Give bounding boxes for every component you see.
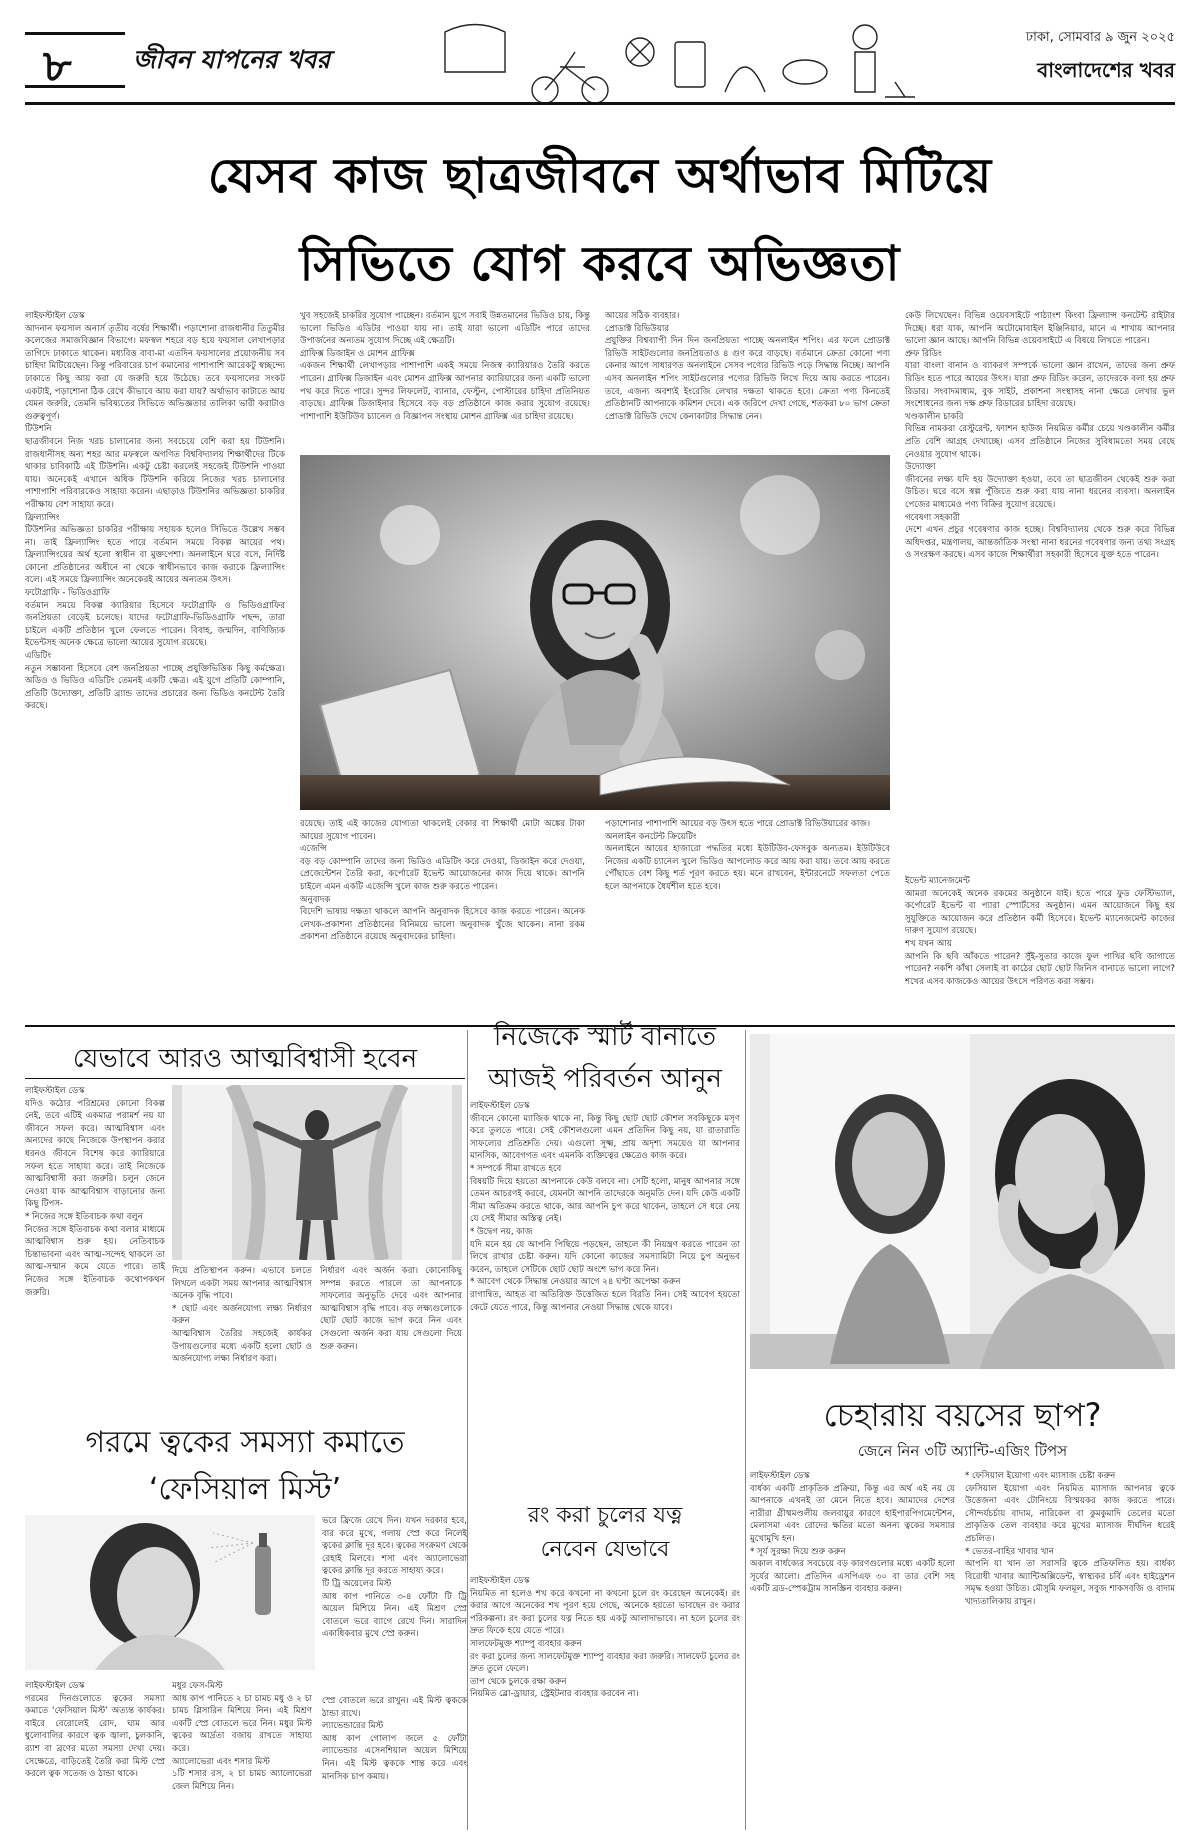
aging-body-right: * ফেসিয়াল ইয়োগা এবং ম্যাসাজ চেষ্টা করুন ফেসিয়াল ইয়োগা এবং নিয়মিত ম্যাসাজ আপনার ত্বকে উত্তেজনা এবং টোনিংয়ে বিস্ময়কর কাজ করতে পারে। সৌন্দর্যচর্চায় বাদাম, নারিকেল বা কুমকুমাদি তেলের মতো প্রাকৃতিক তেল ব্যবহার করে মুখের ম্যাসাজ দীর্ঘদিন ধরেই প্রচলিত। * ভেতর-বাহির খাবার খান আপনি যা খান তা সরাসরি ত্বকে প্রতিফলিত হয়। বার্ধক্য বিরোধী খাবার অ্যান্টিঅক্সিডেন্ট, স্বাস্থ্যকর চর্বি এবং হাইড্রেশন সমৃদ্ধ হওয়া উচিত। মৌসুমি ফলমূল, সবুজ শাকসবজি ও বাদাম খাদ্যতালিকায় রাখুন। (965, 1471, 1175, 1607)
masthead-rule (25, 102, 1175, 105)
paper-name: বাংলাদেশের খবর (1037, 58, 1175, 82)
main-article-col-3-bottom: পড়াশোনার পাশাপাশি আয়ের বড় উৎস হতে পারে প্রোডাক্ট রিভিউয়ারের কাজ। অনলাইন কনটেন্ট ক্রিয়েটিং অনলাইনে আয়ের হাজারো পদ্ধতির মধ্যে ইউটিউব-ফেসবুক অন্যতম। ইউটিউবে নিজের একটি চ্যানেল খুলে ভিডিও আপলোড করে আয় করা যায়। তবে আয় করতে পৌঁছাতে বেশ কিছু শর্ত পূরণ করতে হয়। মনে রাখবেন, ইন্টারনেটে সফলতা পেতে হলে আপনাকে ধৈর্যশীল হতে হবে। (605, 819, 890, 892)
page-number: ৮ (43, 41, 72, 92)
main-article-col-4: কেউ লিখেছেন। বিভিন্ন ওয়েবসাইটে পাঠ্যাংশ কিংবা ফ্রিল্যান্স কনটেন্ট রাইটার দিচ্ছে। ধরা যাক, আপনি অটোমোবাইল ইঞ্জিনিয়ার, মানে এ শাখায় আপনার ভালো জ্ঞান আছে। আপনি বিভিন্ন ওয়েবসাইটে এ বিষয়ে লিখতে পারেন। প্রুফ রিডিং যারা বাংলা বানান ও ব্যাকরণ সম্পর্কে ভালো জ্ঞান রাখেন, তাদের জন্য প্রুফ রিডিং হতে পারে আয়ের উৎস। যারা প্রুফ রিডিং করেন, তাদেরকে বলা হয় প্রুফ রিডার। সংবাদমাধ্যম, বুক সাইট, প্রকাশনা সংস্থাসহ নানা ক্ষেত্রে লেখার ভুল সংশোধনের জন্য দক্ষ প্রুফ রিডারের চাহিদা রয়েছে। খণ্ডকালীন চাকরি বিভিন্ন নামকরা রেস্টুরেন্ট, ফ্যাশন হাউজ নিয়মিত কর্মীর চেয়ে খণ্ডকালীন কর্মীর প্রতি বেশি আগ্রহ দেখাচ্ছে। এসব প্রতিষ্ঠানে নিজের সুবিধামতো সময় বেছে নেওয়ার সুযোগ থাকে। উদ্যোক্তা জীবনের লক্ষ্য যদি হয় উদ্যোক্তা হওয়া, তবে তা ছাত্রজীবন থেকেই শুরু করা উচিত। ঘরে বসে স্বল্প পুঁজিতে শুরু করা যায় নানা ধরনের ব্যবসা। অনলাইন পেজের মাধ্যমেও পণ্য বিক্রির সুযোগ রয়েছে। গবেষণা সহকারী দেশে এখন প্রচুর গবেষণার কাজ হচ্ছে। বিশ্ববিদ্যালয় থেকে শুরু করে বিভিন্ন অধিদপ্তর, মন্ত্রণালয়, আন্তর্জাতিক সংস্থা নানা ধরনের গবেষণার জন্য তথ্য সংগ্রহ ও সংরক্ষণ করছে। এসব কাজে শিক্ষার্থীরা সহকারী হিসেবে যুক্ত হতে পারেন। (905, 311, 1175, 561)
main-article-col-4-bottom: ইভেন্ট ম্যানেজমেন্ট আমরা অনেকেই অনেক রকমের অনুষ্ঠানে যাই। হতে পারে ফুড ফেস্টিভ্যাল, কর্পোরেট ইভেন্ট বা প্যারা স্পোর্টসের অনুষ্ঠান। এমন আয়োজনে কিছু হয় সুযুক্তিতে আয়োজন করে প্রতিষ্ঠান কর্মী হিসেবে। ইভেন্ট ম্যানেজমেন্ট কাজের দারুণ সুযোগ রয়েছে। শখ যখন আয় আপনি কি ছবি আঁকতে পারেন? সুঁই-সুতার কাজে ফুল পাখির ছবি জাগাতে পারেন? নকশি কাঁথা সেলাই বা কাঠের ছোট ছোট জিনিস বানাতে ভালো লাগে? শখের এসব কাজকেও আয়ের উৎসে পরিণত করা সম্ভব। (905, 876, 1175, 987)
skin-body-a: ভরে ফ্রিজে রেখে দিন। যখন দরকার হবে, বার করে মুখে, গলায় স্প্রে করে নিলেই ত্বকের ক্লান্তি দূর হবে। ত্বকের সংক্রমণ থেকে রেহাই মিলবে। শসা এবং অ্যালোভেরা ত্বকের ক্লান্তি দূর করতে সাহায্য করে। টি ট্রি অয়েলের মিস্ট আধ কাপ পানিতে ৩-৪ ফোঁটা টি ট্রি অয়েল মিশিয়ে নিন। এই মিশ্রণ স্প্রে বোতলে ভরে ব্যাগে রেখে দিন। সারাদিন একাধিকবার মুখে স্প্রে করুন। (322, 1516, 467, 1640)
facial-mist-photo (25, 1515, 315, 1670)
issue-date: ঢাকা, সোমবার ৯ জুন ২০২৫ (1025, 30, 1175, 45)
section-title: জীবন যাপনের খবর (133, 45, 331, 74)
aging-title: চেহারায় বয়সের ছাপ? (823, 1396, 1102, 1434)
hair-body: লাইফস্টাইল ডেস্ক নিয়মিত না হলেও শখ করে কখনো না কখনো চুলে রং করেছেন অনেকেই। রং করার আগে অনেকের শখ পূরণ হয়ে গেছে, অনেকে হয়তো ভাবছেন রং করার পরিকল্পনা। রং করা চুলের যত্ন নিতে হয় একটু আলাদাভাবে। না হলে চুলের রং দ্রুত ফিকে হয়ে যেতে পারে। সালফেটমুক্ত শ্যাম্পু ব্যবহার করুন রং করা চুলের জন্য সালফেটমুক্ত শ্যাম্পু ব্যবহার করা জরুরি। সালফেট চুলের রং দ্রুত তুলে ফেলে। তাপ থেকে চুলকে রক্ষা করুন নিয়মিত ব্লো-ড্রায়ার, স্ট্রেইটনার ব্যবহার করবেন না। (470, 1576, 740, 1700)
hair-title-line-1: রং করা চুলের যত্ন (527, 1503, 683, 1528)
confidence-title: যেভাবে আরও আত্মবিশ্বাসী হবেন (72, 1044, 418, 1074)
skin-title-line-1: গরমে ত্বকের সমস্যা কমাতে (85, 1425, 405, 1460)
confidence-body-right: নির্ধারণ এবং অর্জন করা। কোনোকিছু সম্পন্ন করতে পারলে তা আপনাকে সাফল্যের অনুভূতি দেবে এবং আপনার আত্মবিশ্বাস বৃদ্ধি পাবে। বড় লক্ষ্যগুলোকে ছোট ছোট কাজে ভাগ করে নিন এবং সেগুলো অর্জন করা যায় সেগুলো দিয়ে শুরু করুন। (320, 1266, 462, 1352)
column-rule (467, 1030, 468, 1830)
smart-title-line-2: আজই পরিবর্তন আনুন (488, 1064, 722, 1094)
main-article-col-1: লাইফস্টাইল ডেস্ক আদনান ফয়সাল অনার্স তৃতীয় বর্ষের শিক্ষার্থী। পড়াশোনা রাজধানীর তিতুমীর কলেজের সমাজবিজ্ঞান বিভাগে। মফস্বল শহরে বড় হয়ে ফয়সাল লেখাপড়ার তাগিদে ঢাকাতে থাকেন। মধ্যবিত্ত বাবা-মা এতদিন ফয়সালের প্রয়োজনীয় সব চাহিদা মিটিয়েছেন। কিন্তু পরিবারের চাপ কমানোর পাশাপাশি আরেকটু স্বচ্ছন্দ্যে ঢাকাতে কিছু আয় করা যে জরুরি হয়ে উঠেছে। তবে ফয়সালের সংকট একটাই, পড়াশোনা ঠিক রেখে কীভাবে আয় করা যায়? অর্থাভাব কাটাতে আয় যেমন জরুরি, তেমনি ভবিষ্যতের সিভিতে অভিজ্ঞতার তালিকা ভারী করাটাও গুরুত্বপূর্ণ। টিউশনি ছাত্রজীবনে নিজ খরচ চালানোর জন্য সবচেয়ে বেশি করা হয় টিউশনি। রাজধানীসহ অন্য শহর আর মফস্বলে অগণিত বিশ্ববিদ্যালয় শিক্ষার্থীদের টিকে থাকার চাবিকাঠি এই টিউশনি। একটু চেষ্টা করলেই সহজেই টিউশনি পাওয়া যায়। অনেকেই এখানে অধিক টিউশনি করিয়ে নিজের খরচ চালানোর পাশাপাশি পরিবারকেও সাহায্য করেন। এছাড়াও টিউশনির অভিজ্ঞতা চাকরির পরীক্ষায় বেশ সাহায্য করে। ফ্রিল্যান্সিং টিউশনির অভিজ্ঞতা চাকরির পরীক্ষায় সহায়ক হলেও সিভিতে উল্লেখ সম্ভব না। তাই ফ্রিল্যান্সিং হতে পারে বর্তমান সময়ে বিকল্প আয়ের পথ। ফ্রিল্যান্সিংয়ের অর্থ হলো স্বাধীন বা মুক্তপেশা। অনলাইনে ঘরে বসে, নির্দিষ্ট কোনো প্রতিষ্ঠানের অধীনে না থেকে স্বাধীনভাবে কাজ করাকে ফ্রিল্যান্সিং বলে। এই সময়ে ফ্রিল্যান্সিং অনেকেরই আয়ের অন্যতম উৎস। ফটোগ্রাফি - ভিডিওগ্রাফি বর্তমান সময়ে বিকল্প ক্যারিয়ার হিসেবে ফটোগ্রাফি ও ভিডিওগ্রাফির জনপ্রিয়তা বেড়েই চলেছে। যাদের ফটোগ্রাফি-ভিডিওগ্রাফি পছন্দ, তারা চাইলে একটি প্রতিষ্ঠান খুলে ফেলতে পারেন। বিবাহ, জন্মদিন, বাণিজ্যিক ইভেন্টসহ অনেক ক্ষেত্রে ভালো আয়ের সুযোগ রয়েছে। এডিটিং নতুন সম্ভাবনা হিসেবে বেশ জনপ্রিয়তা পাচ্ছে প্রযুক্তিভিত্তিক কিছু কর্মক্ষেত্র। অডিও ও ভিডিও এডিটিং তেমনই একটি ক্ষেত্র। এই যুগে প্রতিটি কোম্পানি, প্রতিটি উদ্যোক্তা, প্রতিটি ব্র্যান্ড তাদের প্রচারের জন্য ভিডিও কনটেন্ট তৈরি করছে। (25, 311, 285, 712)
smart-title-line-1: নিজেকে স্মার্ট বানাতে (493, 1022, 717, 1052)
skin-body-b-mid: মধুর ফেস-মিস্ট আধ কাপ পানিতে ২ চা চামচ মধু ও ২ চা চামচ গ্লিসারিন মিশিয়ে নিন। এই মিশ্রণ একটি স্প্রে বোতলে ভরে নিন। মধুর মিস্ট ত্বকের আর্দ্রতা বজায় রাখতে সাহায্য করে। অ্যালোভেরা এবং শসার মিস্ট ১টি শসার রস, ২ চা চামচ অ্যালোভেরা জেল মিশিয়ে নিন। (172, 1681, 312, 1792)
main-article-col-3: আয়ের সঠিক ব্যবহার। প্রোডাক্ট রিভিউয়ার প্রযুক্তির বিশ্বব্যাপী দিন দিন জনপ্রিয়তা পাচ্ছে অনলাইন শপিং। এর ফলে প্রোডাক্ট রিভিউ সাইটগুলোর জনপ্রিয়তাও ৪ গুণ করে বাড়ছে। বর্তমানে ক্রেতা কোনো পণ্য কেনার আগে সাধারণত অনলাইনে সেসব পণ্যের রিভিউ পড়ে সিদ্ধান্ত নিচ্ছে। আপনি এসব অনলাইন শপিং সাইটগুলোর পণ্যের রিভিউ লিখে দিয়ে আয় করতে পারেন। তবে, এজন্য অবশ্যই ইংরেজি লেখার দক্ষতা থাকতে হবে। ক্রেতা পণ্য কিনতেই প্রতিষ্ঠানটি আপনাকে কমিশন দেবে। এক জরিপে দেখা গেছে, শতকরা ৮০ ভাগ ক্রেতা প্রোডাক্ট রিভিউ দেখে কেনাকাটার সিদ্ধান্ত নেন। (605, 311, 890, 422)
lifestyle-illustration-icon (425, 12, 925, 108)
main-article-col-2: খুব সহজেই চাকরির সুযোগ পাচ্ছেন। বর্তমান যুগে সবাই উন্নতমানের ভিডিও চায়, কিন্তু ভালো ভিডিও এডিটর পাওয়া যায় না। তাই যারা ভালো এডিটিং পারে তাদের উপার্জনের অন্যতম সুযোগ দিচ্ছে এই ক্ষেত্রটি। গ্রাফিক্স ডিজাইন ও মোশন গ্রাফিক্স একজন শিক্ষার্থী লেখাপড়ার পাশাপাশি একই সময়ে নিজস্ব ক্যারিয়ারও তৈরি করতে পারেন। গ্রাফিক্স ডিজাইন এবং মোশন গ্রাফিক্স আপনার ক্যারিয়ারের জন্য একটি ভালো পথ করে দিতে পারে। সুন্দর লিফলেট, ব্যানার, ফেস্টুন, পোস্টারের চাহিদা প্রতিনিয়ত বাড়ছে। গ্রাফিক্স ডিজাইনার হিসেবে বড় বড় প্রতিষ্ঠানে কাজ করার সুযোগ রয়েছে। পাশাপাশি ইউটিউব চ্যানেল ও বিজ্ঞাপন সংস্থায় মোশন গ্রাফিক্স এর চাহিদা রয়েছে। (300, 311, 590, 422)
skin-body-b-right: স্প্রে বোতলে ভরে রাখুন। এই মিস্ট ত্বককে ঠান্ডা রাখে। ল্যাভেন্ডারের মিস্ট আধ কাপ গোলাপ জলে ৫ ফোঁটা ল্যাভেন্ডার এসেনশিয়াল অয়েল মিশিয়ে নিন। এই মিস্ট ত্বককে শান্ত করে এবং মানসিক চাপ কমায়। (322, 1696, 467, 1782)
confidence-title-box (25, 1034, 465, 1079)
skin-title-line-2: ‘ফেসিয়াল মিস্ট’ (148, 1472, 342, 1507)
confidence-body-mid: দিয়ে প্রতিস্থাপন করুন। এভাবে চলতে লিখলে একটা সময় আপনার আত্মবিশ্বাস অনেক বৃদ্ধি পাবে। * ছোট এবং অর্জনযোগ্য লক্ষ্য নির্ধারণ করুন আত্মবিশ্বাস তৈরির সহজেই কার্যকর উপায়গুলোর মধ্যে একটি হলো ছোট ও অর্জনযোগ্য লক্ষ্য নির্ধারণ করা। (172, 1266, 312, 1365)
hair-title-line-2: নেবেন যেভাবে (540, 1537, 670, 1562)
window-woman-photo (172, 1085, 462, 1260)
masthead (25, 10, 1175, 108)
mirror-woman-photo (750, 1034, 1175, 1369)
page-number-box (25, 32, 125, 92)
aging-subtitle: জেনে নিন ৩টি অ্যান্টি-এজিং টিপস (857, 1442, 1068, 1460)
skin-body-b-left: লাইফস্টাইল ডেস্ক গরমের দিনগুলোতে ত্বকের সমস্যা কমাতে ‘ফেসিয়াল মিস্ট’ অত্যন্ত কার্যকর। বাইরে বেরোলেই রোদ, ঘাম আর ধুলোবালির কারণে ত্বক জ্বালা, চুলকানি, র‍্যাশ বা ব্রণের মতো সমস্যা দেখা দেয়। সেক্ষেত্রে, বাড়িতেই তৈরি করা মিস্ট স্প্রে করলে ত্বক সতেজ ও ঠান্ডা থাকে। (25, 1681, 165, 1780)
headline-line-2: সিভিতে যোগ করবে অভিজ্ঞতা (299, 236, 901, 292)
student-photo (300, 455, 890, 810)
column-rule (745, 1030, 746, 1830)
aging-body-left: লাইফস্টাইল ডেস্ক বার্ধক্য একটি প্রাকৃতিক প্রক্রিয়া, কিন্তু এর অর্থ এই নয় যে আপনাকে এখনই তা মেনে নিতে হবে। আমাদের দেশের নারীরা গ্রীষ্মমণ্ডলীয় জলবায়ুর কারণে হাইপারপিগমেন্টেশন, মেলাসমা এবং রোদের ক্ষতির মতো অনন্য ত্বকের সমস্যার মুখোমুখি হন। * সূর্য সুরক্ষা দিয়ে শুরু করুন অকাল বার্ধক্যের সবচেয়ে বড় কারণগুলোর মধ্যে একটি হলো সূর্যের আলো। প্রতিদিন এসপিএফ ৩০ বা তার বেশি সহ একটি ব্রড-স্পেকট্রাম সানস্ক্রিন ব্যবহার করুন। (750, 1471, 955, 1595)
main-article-col-2-bottom: রয়েছে। তাই এই কাজের যোগ্যতা থাকলেই বেকার বা শিক্ষার্থী মোটা অঙ্কের টাকা আয়ের সুযোগ পাবেন। এজেন্সি বড় বড় কোম্পানি তাদের জন্য ভিডিও এডিটিং করে দেওয়া, ডিজাইন করে দেওয়া, প্রেজেন্টেশন তৈরি করা, কর্পোরেট ইভেন্ট আয়োজনের কাজ দিয়ে থাকে। আপনি চাইলে এমন একটি এজেন্সি খুলে কাজ শুরু করতে পারেন। অনুবাদক বিদেশি ভাষায় দক্ষতা থাকলে আপনি অনুবাদক হিসেবে কাজ করতে পারেন। অনেক লেখক-প্রকাশনা প্রতিষ্ঠানের বিনিময়ে ভালো অনুবাদক খুঁজে থাকেন। নানা রকম প্রকাশনা প্রতিষ্ঠানে রয়েছে অনুবাদকের চাহিদা। (300, 819, 585, 943)
smart-body: লাইফস্টাইল ডেস্ক জীবনে কোনো ম্যাজিক থাকে না, কিন্তু কিছু ছোট ছোট কৌশল সবকিছুকে মসৃণ করে তুলতে পারে। সেই কৌশলগুলো এমন প্রতিদিন কিছু নয়, যা রাতারাতি সাফল্যের প্রতিশ্রুতি দেয়। এগুলো সূক্ষ্ম, প্রায় অদৃশ্য সময়েও যা আপনার মানসিক, আবেগগত এবং এমনকি ব্যক্তিত্বের ক্ষেত্রেও কাজ করে। * সম্পর্কে সীমা রাখতে হবে বিষয়টি দিয়ে হয়তো আপনাকে কেউ বলবে না। সেটি হলো, মানুষ আপনার সঙ্গে তেমন আচরণই করবে, যেমনটা আপনি তাদেরকে অনুমতি দেন। যদি কেউ একটি সীমা অতিক্রম করতে থাকে, আর আপনি চুপ করে থাকেন, তাহলে সে ধরে নেয় যে সেই সীমার অস্তিত্ব নেই। * উদ্বেগ নয়, কাজ যদি মনে হয় যে আপনি পিছিয়ে পড়ছেন, তাহলে কী নিয়ন্ত্রণ করতে পারেন তা লিখে রাখার চেষ্টা করুন। যদি কোনো কাজের সমস্যামিটা নিয়ে চুপ অনুভব করেন, তাহলে সেটিকে ছোট ছোট অংশে ভাগ করে নিন। * আবেগ থেকে সিদ্ধান্ত নেওয়ার আগে ২৪ ঘণ্টা অপেক্ষা করুন রাগান্বিত, আহত বা অতিরিক্ত উত্তেজিত হলে বিরতি নিন। সেই আবেগ হয়তো কেটে যেতে পারে, কিন্তু আপনার নেওয়া সিদ্ধান্ত থেকে যাবে। (470, 1101, 740, 1313)
headline-line-1: যেসব কাজ ছাত্রজীবনে অর্থাভাব মিটিয়ে (207, 148, 993, 204)
confidence-body-left: লাইফস্টাইল ডেস্ক যদিও কঠোর পরিশ্রমের কোনো বিকল্প নেই, তবে এটিই একমাত্র পরামর্শ নয় যা জীবনে সফল করে। আত্মবিশ্বাস এবং অন্যদের কাছে নিজেকে উপস্থাপন করার ধরনও জীবনে বিশেষ করে ক্যারিয়ারে সফল হতে সাহায্য করে। তাই নিজেকে আত্মবিশ্বাসী করা জরুরি। চলুন জেনে নেওয়া যাক আত্মবিশ্বাস বাড়ানোর জন্য কিছু টিপস- * নিজের সঙ্গে ইতিবাচক কথা বলুন নিজের সঙ্গে ইতিবাচক কথা বলার মাধ্যমে আত্মবিশ্বাস শুরু হয়। নেতিবাচক চিন্তাভাবনা এবং আত্ম-সন্দেহ থাকলে তা আত্ম-সম্মান কমে যেতে পারে। তাই নিজের সঙ্গে ইতিবাচক কথোপকথন জরুরি। (25, 1086, 165, 1298)
